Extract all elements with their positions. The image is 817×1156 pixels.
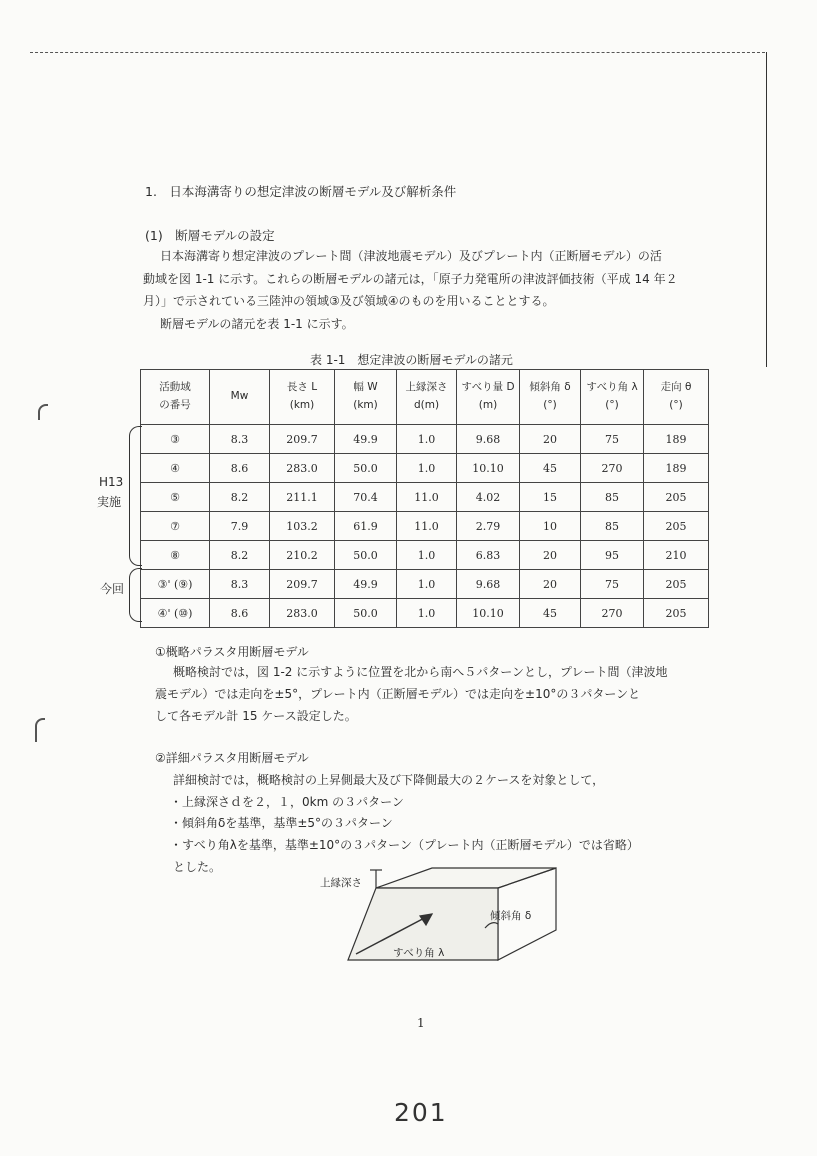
- table-cell: 11.0: [397, 483, 457, 512]
- header-dip: 傾斜角 δ (°): [520, 370, 581, 425]
- table-cell: 1.0: [397, 425, 457, 454]
- table-cell: 2.79: [457, 512, 520, 541]
- table-cell: 49.9: [335, 570, 397, 599]
- table-cell: 8.2: [210, 483, 270, 512]
- table-cell: 45: [520, 454, 581, 483]
- table-cell: 209.7: [270, 570, 335, 599]
- table-cell: 270: [581, 599, 644, 628]
- item2-line: 詳細検討では，概略検討の上昇側最大及び下降側最大の２ケースを対象として，: [173, 773, 605, 787]
- table-cell: 50.0: [335, 541, 397, 570]
- table-cell: 205: [644, 483, 709, 512]
- header-area: 活動域 の番号: [141, 370, 210, 425]
- table-cell: 209.7: [270, 425, 335, 454]
- table-cell: 45: [520, 599, 581, 628]
- table-cell: 8.6: [210, 454, 270, 483]
- table-cell: 10.10: [457, 454, 520, 483]
- header-mw: Mw: [210, 370, 270, 425]
- table-cell: 10: [520, 512, 581, 541]
- table-cell: 20: [520, 570, 581, 599]
- table-cell: 75: [581, 425, 644, 454]
- table-cell: 49.9: [335, 425, 397, 454]
- table-cell: ④: [141, 454, 210, 483]
- table-cell: 283.0: [270, 599, 335, 628]
- item2-title: ②詳細パラスタ用断層モデル: [155, 751, 309, 765]
- table-cell: 1.0: [397, 599, 457, 628]
- table-cell: ③: [141, 425, 210, 454]
- item2-line: ・傾斜角δを基準，基準±5°の３パターン: [170, 816, 393, 830]
- table-cell: ⑧: [141, 541, 210, 570]
- table-cell: 4.02: [457, 483, 520, 512]
- table-cell: 8.3: [210, 570, 270, 599]
- item1-title: ①概略パラスタ用断層モデル: [155, 645, 309, 659]
- table-row: [141, 570, 709, 599]
- h13-group-bracket: [129, 426, 142, 566]
- table-cell: 283.0: [270, 454, 335, 483]
- table-cell: 270: [581, 454, 644, 483]
- header-strike: 走向 θ (°): [644, 370, 709, 425]
- table-cell: 8.2: [210, 541, 270, 570]
- header-rake: すべり角 λ (°): [581, 370, 644, 425]
- table-cell: ③' (⑨): [141, 570, 210, 599]
- table-cell: 7.9: [210, 512, 270, 541]
- table-cell: 8.6: [210, 599, 270, 628]
- table-header-row: [141, 370, 709, 425]
- table-cell: 205: [644, 570, 709, 599]
- now-group-bracket: [129, 568, 142, 622]
- item1-line: 震モデル）では走向を±5°，プレート内（正断層モデル）では走向を±10°の３パターンと: [155, 687, 641, 701]
- top-scan-line: [30, 52, 765, 53]
- stamp-number: 201: [394, 1098, 448, 1127]
- table-cell: 211.1: [270, 483, 335, 512]
- table-cell: 50.0: [335, 454, 397, 483]
- table-cell: 210: [644, 541, 709, 570]
- table-cell: 11.0: [397, 512, 457, 541]
- table-cell: 103.2: [270, 512, 335, 541]
- table-cell: 189: [644, 454, 709, 483]
- table-cell: 189: [644, 425, 709, 454]
- item1-line: して各モデル計 15 ケース設定した。: [155, 709, 357, 723]
- fault-parameter-table: [140, 369, 709, 628]
- table-row: [141, 454, 709, 483]
- table-cell: 75: [581, 570, 644, 599]
- table-row: [141, 512, 709, 541]
- table-cell: 205: [644, 599, 709, 628]
- table-cell: 10.10: [457, 599, 520, 628]
- header-slip-amount: すべり量 D (m): [457, 370, 520, 425]
- header-length: 長さ L (km): [270, 370, 335, 425]
- table-row: [141, 425, 709, 454]
- scan-speck: [35, 718, 45, 742]
- table-cell: 15: [520, 483, 581, 512]
- header-depth: 上縁深さ d(m): [397, 370, 457, 425]
- table-row: [141, 541, 709, 570]
- item2-line: ・すべり角λを基準，基準±10°の３パターン（プレート内（正断層モデル）では省略）: [170, 838, 639, 852]
- table-cell: 85: [581, 512, 644, 541]
- table-row: [141, 483, 709, 512]
- table-caption: 表 1-1 想定津波の断層モデルの諸元: [310, 353, 513, 367]
- table-cell: 85: [581, 483, 644, 512]
- table-cell: 20: [520, 425, 581, 454]
- block-top-face: [376, 868, 556, 888]
- subsection-title: (1) 断層モデルの設定: [145, 228, 275, 243]
- table-cell: 1.0: [397, 541, 457, 570]
- figure-label-slip: すべり角 λ: [393, 947, 445, 959]
- figure-label-dip: 傾斜角 δ: [490, 910, 532, 922]
- item1-line: 概略検討では，図 1-2 に示すように位置を北から南へ５パターンとし，プレート間（津波地: [173, 665, 668, 679]
- intro-line: 日本海溝寄り想定津波のプレート間（津波地震モデル）及びプレート内（正断層モデル）の活: [160, 249, 662, 263]
- table-cell: 6.83: [457, 541, 520, 570]
- table-cell: 1.0: [397, 454, 457, 483]
- table-cell: 9.68: [457, 570, 520, 599]
- table-cell: ⑦: [141, 512, 210, 541]
- intro-line: 月）」で示されている三陸沖の領域③及び領域④のものを用いることとする。: [143, 294, 555, 308]
- intro-line: 動域を図 1-1 に示す。これらの断層モデルの諸元は，「原子力発電所の津波評価技術（平成 14 年２: [143, 272, 678, 286]
- section-title: 1. 日本海溝寄りの想定津波の断層モデル及び解析条件: [145, 184, 457, 199]
- table-cell: 95: [581, 541, 644, 570]
- table-row: [141, 599, 709, 628]
- table-cell: 70.4: [335, 483, 397, 512]
- right-scan-edge: [766, 52, 767, 367]
- table-cell: 8.3: [210, 425, 270, 454]
- table-cell: 50.0: [335, 599, 397, 628]
- table-cell: 61.9: [335, 512, 397, 541]
- page-number: 1: [417, 1016, 425, 1030]
- intro-line: 断層モデルの諸元を表 1-1 に示す。: [160, 317, 354, 331]
- group-label-h13: H13: [99, 475, 124, 489]
- group-label-now: 今回: [100, 582, 125, 596]
- header-width: 幅 W (km): [335, 370, 397, 425]
- scan-speck: [38, 404, 48, 420]
- item2-line: とした。: [173, 860, 222, 874]
- table-cell: 1.0: [397, 570, 457, 599]
- table-cell: 20: [520, 541, 581, 570]
- group-label-h13-sub: 実施: [97, 495, 122, 509]
- item2-line: ・上縁深さｄを２，１，0km の３パターン: [170, 795, 404, 809]
- table-cell: 205: [644, 512, 709, 541]
- table-cell: 9.68: [457, 425, 520, 454]
- table-cell: ⑤: [141, 483, 210, 512]
- table-cell: ④' (⑩): [141, 599, 210, 628]
- figure-label-depth: 上縁深さ: [320, 877, 362, 889]
- table-cell: 210.2: [270, 541, 335, 570]
